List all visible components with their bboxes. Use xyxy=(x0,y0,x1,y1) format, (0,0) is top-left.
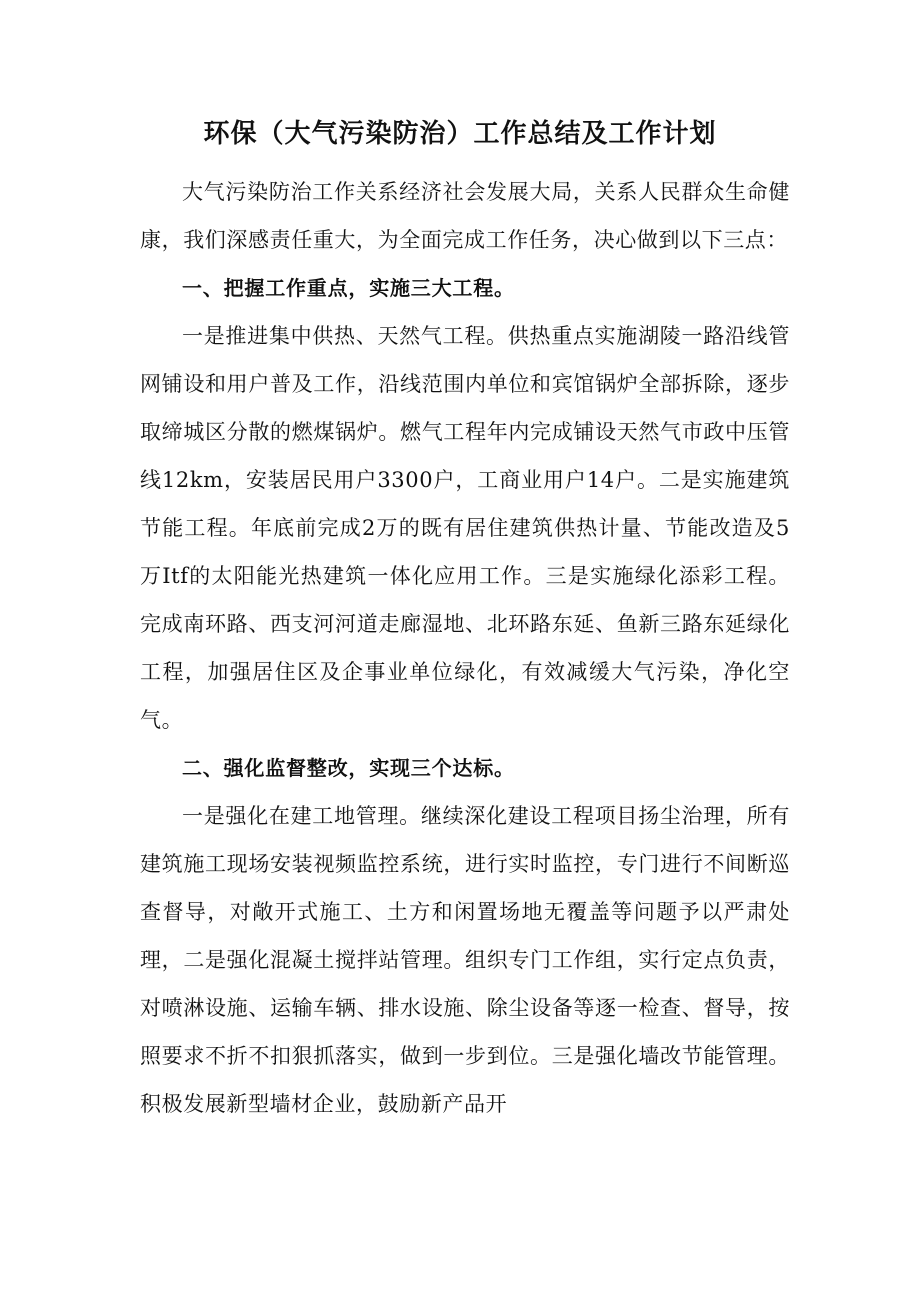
document-title: 环保（大气污染防治）工作总结及工作计划 xyxy=(203,119,717,149)
section-heading-2: 二、强化监督整改，实现三个达标。 xyxy=(182,756,515,780)
section-heading-1: 一、把握工作重点，实施三大工程。 xyxy=(182,276,515,300)
document-body xyxy=(140,168,790,1128)
section-paragraph-2: 一是强化在建工地管理。继续深化建设工程项目扬尘治理，所有建筑施工现场安装视频监控系统，进行实时监控，专门进行不间断巡查督导，对敞开式施工、土方和闲置场地无覆盖等问题予以严肃处理，二是强化混凝土搅拌站管理。组织专门工作组，实行定点负责，对喷淋设施、运输车辆、排水设施、除尘设备等逐一检查、督导，按照要求不折不扣狠抓落实，做到一步到位。三是强化墙改节能管理。积极发展新型墙材企业，鼓励新产品开 xyxy=(140,804,790,1116)
intro-paragraph: 大气污染防治工作关系经济社会发展大局，关系人民群众生命健康，我们深感责任重大，为全面完成工作任务，决心做到以下三点： xyxy=(140,180,790,252)
section-paragraph-1: 一是推进集中供热、天然气工程。供热重点实施湖陵一路沿线管网铺设和用户普及工作，沿线范围内单位和宾馆锅炉全部拆除，逐步取缔城区分散的燃煤锅炉。燃气工程年内完成铺设天然气市政中压管线12km，安装居民用户3300户，工商业用户14户。二是实施建筑节能工程。年底前完成2万的既有居住建筑供热计量、节能改造及5万Itf的太阳能光热建筑一体化应用工作。三是实施绿化添彩工程。完成南环路、西支河河道走廊湿地、北环路东延、鱼新三路东延绿化工程，加强居住区及企事业单位绿化，有效减缓大气污染，净化空气。 xyxy=(140,324,790,732)
